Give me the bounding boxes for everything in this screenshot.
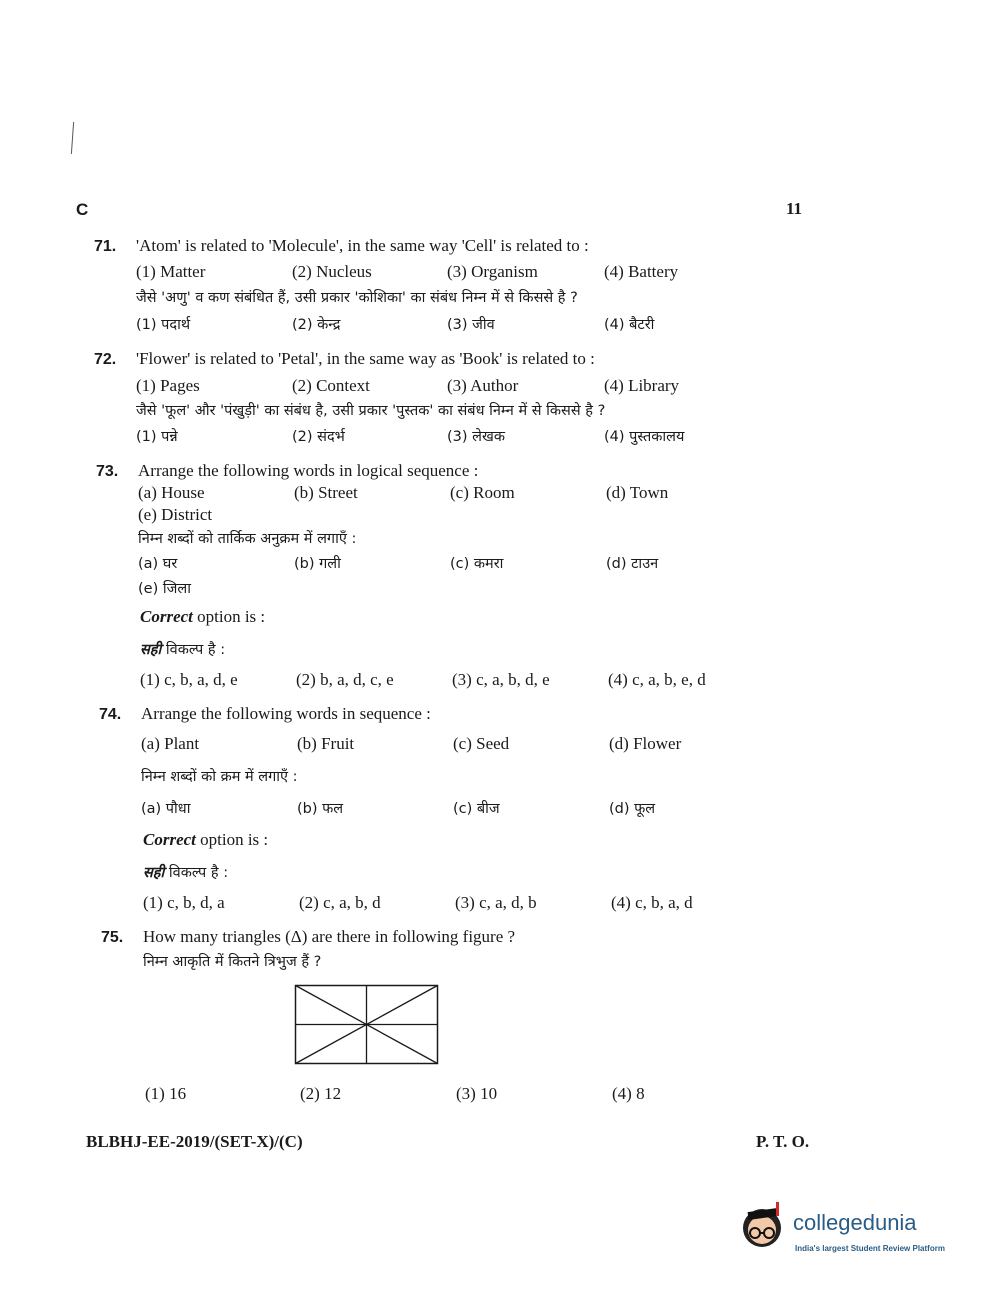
correct-word-hindi: सही bbox=[140, 642, 162, 658]
question-number: 73. bbox=[96, 463, 119, 480]
item-d-hindi: (d) टाउन bbox=[606, 556, 659, 572]
page-turn-over: P. T. O. bbox=[756, 1132, 810, 1151]
correct-option-label bbox=[140, 607, 265, 627]
item-b-hindi: (b) फल bbox=[297, 801, 344, 817]
option-3[interactable]: (3) Author bbox=[447, 376, 519, 395]
question-number: 71. bbox=[94, 238, 117, 255]
item-b-hindi: (b) गली bbox=[294, 556, 341, 572]
option-2-hindi[interactable]: (2) संदर्भ bbox=[292, 429, 345, 445]
item-e-hindi: (e) जिला bbox=[138, 581, 191, 597]
question-number: 75. bbox=[101, 929, 124, 946]
option-1-hindi[interactable]: (1) पदार्थ bbox=[136, 317, 191, 333]
question-text: 'Atom' is related to 'Molecule', in the same way 'Cell' is related to : bbox=[136, 236, 589, 255]
correct-rest-hindi: विकल्प है : bbox=[164, 865, 229, 881]
option-3[interactable]: (3) Organism bbox=[447, 262, 538, 281]
answer-2[interactable]: (2) c, a, b, d bbox=[299, 893, 381, 912]
question-text-hindi: जैसे 'फूल' और 'पंखुड़ी' का संबंध है, उसी प्रकार 'पुस्तक' का संबंध निम्न में से किससे है ? bbox=[136, 403, 606, 419]
item-e: (e) District bbox=[138, 505, 213, 524]
correct-option-label-hindi bbox=[140, 639, 225, 659]
option-1[interactable]: (1) Matter bbox=[136, 262, 206, 281]
item-a-hindi: (a) घर bbox=[138, 556, 178, 572]
option-4[interactable]: (4) Battery bbox=[604, 262, 679, 281]
option-2-hindi[interactable]: (2) केन्द्र bbox=[292, 317, 341, 333]
answer-2[interactable]: (2) b, a, d, c, e bbox=[296, 670, 394, 689]
question-text: Arrange the following words in logical sequence : bbox=[138, 461, 479, 480]
paper-code: BLBHJ-EE-2019/(SET-X)/(C) bbox=[86, 1132, 303, 1151]
answer-1[interactable]: (1) c, b, d, a bbox=[143, 893, 225, 912]
set-label: C bbox=[76, 200, 89, 219]
question-text-hindi: निम्न आकृति में कितने त्रिभुज हैं ? bbox=[143, 954, 322, 970]
item-a: (a) House bbox=[138, 483, 205, 502]
question-text-hindi: निम्न शब्दों को तार्किक अनुक्रम में लगाएँ : bbox=[138, 531, 357, 547]
answer-3[interactable]: (3) 10 bbox=[456, 1084, 498, 1103]
item-c-hindi: (c) बीज bbox=[453, 801, 500, 817]
item-c-hindi: (c) कमरा bbox=[450, 556, 504, 572]
option-4[interactable]: (4) Library bbox=[604, 376, 680, 395]
answer-4[interactable]: (4) c, b, a, d bbox=[611, 893, 693, 912]
answer-4[interactable]: (4) 8 bbox=[612, 1084, 645, 1103]
correct-word: Correct bbox=[140, 607, 193, 626]
item-d-hindi: (d) फूल bbox=[609, 801, 656, 817]
correct-word-hindi: सही bbox=[143, 865, 165, 881]
option-3-hindi[interactable]: (3) जीव bbox=[447, 317, 495, 333]
item-c: (c) Seed bbox=[453, 734, 510, 753]
answer-4[interactable]: (4) c, a, b, e, d bbox=[608, 670, 706, 689]
item-b: (b) Fruit bbox=[297, 734, 355, 753]
page-number: 11 bbox=[786, 199, 803, 218]
correct-word: Correct bbox=[143, 830, 196, 849]
question-number: 74. bbox=[99, 706, 122, 723]
option-3-hindi[interactable]: (3) लेखक bbox=[447, 429, 505, 445]
answer-2[interactable]: (2) 12 bbox=[300, 1084, 342, 1103]
question-text: How many triangles (Δ) are there in following figure ? bbox=[143, 927, 516, 946]
item-a-hindi: (a) पौधा bbox=[141, 801, 191, 817]
option-1-hindi[interactable]: (1) पन्ने bbox=[136, 429, 178, 445]
option-4-hindi[interactable]: (4) बैटरी bbox=[604, 317, 655, 333]
correct-option-label-hindi bbox=[143, 862, 228, 882]
item-a: (a) Plant bbox=[141, 734, 200, 753]
question-text: Arrange the following words in sequence : bbox=[141, 704, 431, 723]
logo-tagline: India's largest Student Review Platform bbox=[795, 1244, 945, 1253]
answer-1[interactable]: (1) 16 bbox=[145, 1084, 187, 1103]
question-text: 'Flower' is related to 'Petal', in the same way as 'Book' is related to : bbox=[136, 349, 595, 368]
answer-1[interactable]: (1) c, b, a, d, e bbox=[140, 670, 238, 689]
option-2[interactable]: (2) Context bbox=[292, 376, 370, 395]
question-text-hindi: जैसे 'अणु' व कण संबंधित हैं, उसी प्रकार 'कोशिका' का संबंध निम्न में से किससे है ? bbox=[136, 290, 578, 306]
correct-rest-hindi: विकल्प है : bbox=[161, 642, 226, 658]
question-text-hindi: निम्न शब्दों को क्रम में लगाएँ : bbox=[141, 769, 298, 785]
item-d: (d) Flower bbox=[609, 734, 682, 753]
margin-mark bbox=[71, 122, 74, 154]
item-b: (b) Street bbox=[294, 483, 358, 502]
option-4-hindi[interactable]: (4) पुस्तकालय bbox=[604, 429, 685, 445]
triangle-figure bbox=[294, 984, 440, 1066]
option-1[interactable]: (1) Pages bbox=[136, 376, 200, 395]
option-2[interactable]: (2) Nucleus bbox=[292, 262, 372, 281]
correct-rest: option is : bbox=[192, 607, 266, 626]
answer-3[interactable]: (3) c, a, d, b bbox=[455, 893, 537, 912]
answer-3[interactable]: (3) c, a, b, d, e bbox=[452, 670, 550, 689]
question-number: 72. bbox=[94, 351, 117, 368]
item-c: (c) Room bbox=[450, 483, 515, 502]
correct-option-label bbox=[143, 830, 268, 850]
correct-rest: option is : bbox=[195, 830, 269, 849]
logo-name: collegedunia bbox=[793, 1210, 917, 1235]
item-d: (d) Town bbox=[606, 483, 669, 502]
